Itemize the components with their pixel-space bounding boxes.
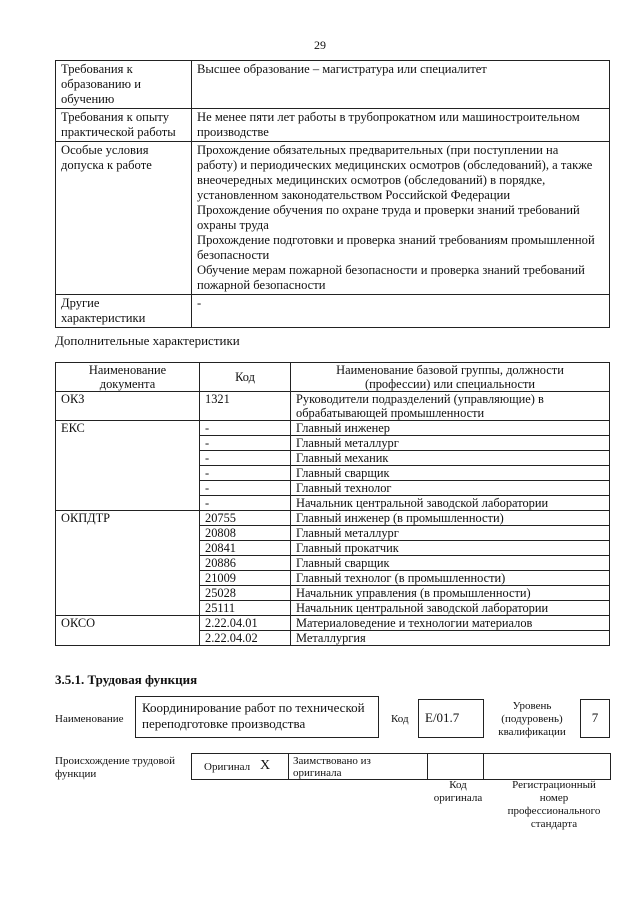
group-name-line: Главный сварщик: [296, 556, 390, 570]
document-name-cell: ОКЗ: [56, 392, 200, 421]
code-cell: -: [200, 481, 291, 496]
group-name-line: Главный технолог: [296, 481, 392, 495]
code-cell: -: [200, 451, 291, 466]
qualification-level-box: 7: [580, 699, 610, 738]
code-cell: -: [200, 421, 291, 436]
level-label-line: Уровень: [512, 700, 552, 712]
group-name-line: Главный механик: [296, 451, 389, 465]
requirement-row: [56, 142, 610, 295]
function-code-label: Код: [391, 713, 409, 725]
requirement-value-line: работу) и периодических медицинских осмотров (обследований), а также: [197, 158, 593, 172]
requirement-row: [56, 295, 610, 328]
level-label-line: (подуровень): [501, 713, 563, 725]
group-name-line: Главный сварщик: [296, 466, 390, 480]
group-name-line: Начальник центральной заводской лаборатории: [296, 601, 549, 615]
origin-box: [191, 753, 611, 780]
origin-code-label-line: оригинала: [433, 792, 483, 804]
header-text: Наименование базовой группы, должности: [336, 363, 564, 377]
header-code: Код: [200, 363, 291, 392]
group-name-cell: [291, 511, 610, 526]
group-name-cell: [291, 616, 610, 631]
header-text: (профессии) или специальности: [364, 377, 536, 391]
requirement-key: [56, 295, 192, 328]
original-cell: [192, 754, 289, 779]
level-label-line: квалификации: [498, 726, 566, 738]
requirement-key-line: образованию и: [61, 77, 141, 91]
function-code-box: E/01.7: [418, 699, 484, 738]
group-name-line: Металлургия: [296, 631, 366, 645]
requirement-value-line: -: [197, 296, 202, 310]
requirement-value-line: Высшее образование – магистратура или специалитет: [197, 62, 487, 76]
requirement-value-line: Не менее пяти лет работы в трубопрокатном или машиностроительном: [197, 110, 580, 124]
group-name-cell: [291, 571, 610, 586]
group-name-cell: [291, 466, 610, 481]
requirements-table: [55, 60, 610, 328]
group-name-cell: [291, 601, 610, 616]
table-row: [56, 392, 610, 421]
group-name-line: Главный металлург: [296, 436, 399, 450]
table-row: [56, 421, 610, 436]
reg-number-label-line: профессионального: [507, 805, 601, 817]
requirement-value-line: производстве: [197, 125, 269, 139]
group-name-line: Руководители подразделений (управляющие) в: [296, 392, 544, 406]
requirement-value-line: пожарной безопасности: [197, 278, 326, 292]
header-text: документа: [99, 377, 156, 391]
additional-characteristics-title: Дополнительные характеристики: [55, 333, 240, 348]
code-cell: 1321: [200, 392, 291, 421]
code-cell: 20841: [200, 541, 291, 556]
function-name-label: Наименование: [55, 713, 124, 725]
group-name-cell: [291, 496, 610, 511]
original-mark: X: [260, 758, 271, 773]
origin-code-label-line: Код: [449, 779, 467, 791]
function-name-line: Координирование работ по технической: [142, 700, 365, 715]
borrowed-label-line: оригинала: [293, 767, 342, 779]
requirement-key-line: Особые условия: [61, 143, 149, 157]
requirement-key-line: Другие: [61, 296, 100, 310]
borrowed-label-line: Заимствовано из: [293, 755, 371, 767]
group-name-line: обрабатывающей промышленности: [296, 406, 485, 420]
code-cell: 21009: [200, 571, 291, 586]
group-name-cell: [291, 451, 610, 466]
code-cell: 25028: [200, 586, 291, 601]
requirement-value: [192, 61, 610, 109]
code-cell: 25111: [200, 601, 291, 616]
document-name-cell: ОКПДТР: [56, 511, 200, 616]
group-name-cell: [291, 392, 610, 421]
code-cell: 20886: [200, 556, 291, 571]
origin-code-label: [428, 779, 488, 805]
requirement-key: [56, 109, 192, 142]
code-cell: 2.22.04.01: [200, 616, 291, 631]
document-name-cell: ОКСО: [56, 616, 200, 646]
table-header-row: [56, 363, 610, 392]
origin-label-line: функции: [55, 768, 97, 780]
group-name-line: Начальник управления (в промышленности): [296, 586, 531, 600]
requirement-key-line: практической работы: [61, 125, 176, 139]
code-cell: -: [200, 466, 291, 481]
requirement-value-line: установленном законодательством Российской Федерации: [197, 188, 511, 202]
borrowed-cell: [289, 754, 428, 779]
requirement-key-line: Требования к: [61, 62, 133, 76]
group-name-line: Главный технолог (в промышленности): [296, 571, 506, 585]
requirement-value-line: Прохождение обязательных предварительных (при поступлении на: [197, 143, 559, 157]
group-name-cell: [291, 421, 610, 436]
header-document-name: [56, 363, 200, 392]
page-number: 29: [314, 38, 326, 52]
group-name-line: Главный инженер (в промышленности): [296, 511, 504, 525]
reg-number-label-line: номер: [539, 792, 569, 804]
group-name-cell: [291, 586, 610, 601]
requirement-key-line: Требования к опыту: [61, 110, 169, 124]
document-name-cell: ЕКС: [56, 421, 200, 511]
qualification-level-label: [488, 700, 576, 739]
reg-number-label-line: стандарта: [530, 818, 578, 830]
reg-number-label-line: Регистрационный: [512, 779, 596, 791]
requirement-value: [192, 142, 610, 295]
group-name-line: Главный металлург: [296, 526, 399, 540]
borrowed-label: [293, 755, 371, 779]
group-name-line: Начальник центральной заводской лаборатории: [296, 496, 549, 510]
original-label: Оригинал: [204, 761, 251, 773]
function-name-box: [135, 696, 379, 738]
group-name-cell: [291, 631, 610, 646]
requirement-value: [192, 109, 610, 142]
requirement-value-line: Прохождение подготовки и проверка знаний требованиям промышленной: [197, 233, 595, 247]
additional-characteristics-table: [55, 362, 610, 646]
group-name-cell: [291, 481, 610, 496]
requirement-value-line: внеочередных медицинских осмотров (обследований) в порядке,: [197, 173, 546, 187]
requirement-row: [56, 61, 610, 109]
origin-label-line: Происхождение трудовой: [55, 755, 176, 767]
code-cell: -: [200, 496, 291, 511]
group-name-line: Материаловедение и технологии материалов: [296, 616, 533, 630]
requirement-value: [192, 295, 610, 328]
requirement-key: [56, 61, 192, 109]
group-name-cell: [291, 541, 610, 556]
header-group-name: [291, 363, 610, 392]
requirement-key-line: допуска к работе: [61, 158, 152, 172]
requirement-value-line: Прохождение обучения по охране труда и проверки знаний требований: [197, 203, 580, 217]
requirement-key: [56, 142, 192, 295]
reg-number-cell: [484, 754, 610, 779]
code-cell: 2.22.04.02: [200, 631, 291, 646]
code-cell: 20808: [200, 526, 291, 541]
requirement-key-line: обучению: [61, 92, 115, 106]
table-row: [56, 616, 610, 631]
group-name-cell: [291, 436, 610, 451]
header-text: Наименование: [88, 363, 167, 377]
requirement-value-line: охраны труда: [197, 218, 269, 232]
requirement-value-line: безопасности: [197, 248, 270, 262]
origin-code-cell: [428, 754, 484, 779]
labor-function-heading: 3.5.1. Трудовая функция: [55, 672, 198, 687]
requirement-row: [56, 109, 610, 142]
code-cell: -: [200, 436, 291, 451]
group-name-cell: [291, 526, 610, 541]
origin-label: [55, 755, 175, 781]
group-name-line: Главный прокатчик: [296, 541, 399, 555]
group-name-cell: [291, 556, 610, 571]
table-row: [56, 511, 610, 526]
function-name-line: переподготовке производства: [142, 716, 306, 731]
code-cell: 20755: [200, 511, 291, 526]
group-name-line: Главный инженер: [296, 421, 390, 435]
requirement-value-line: Обучение мерам пожарной безопасности и проверка знаний требований: [197, 263, 585, 277]
requirement-key-line: характеристики: [61, 311, 146, 325]
reg-number-label: [498, 779, 610, 831]
